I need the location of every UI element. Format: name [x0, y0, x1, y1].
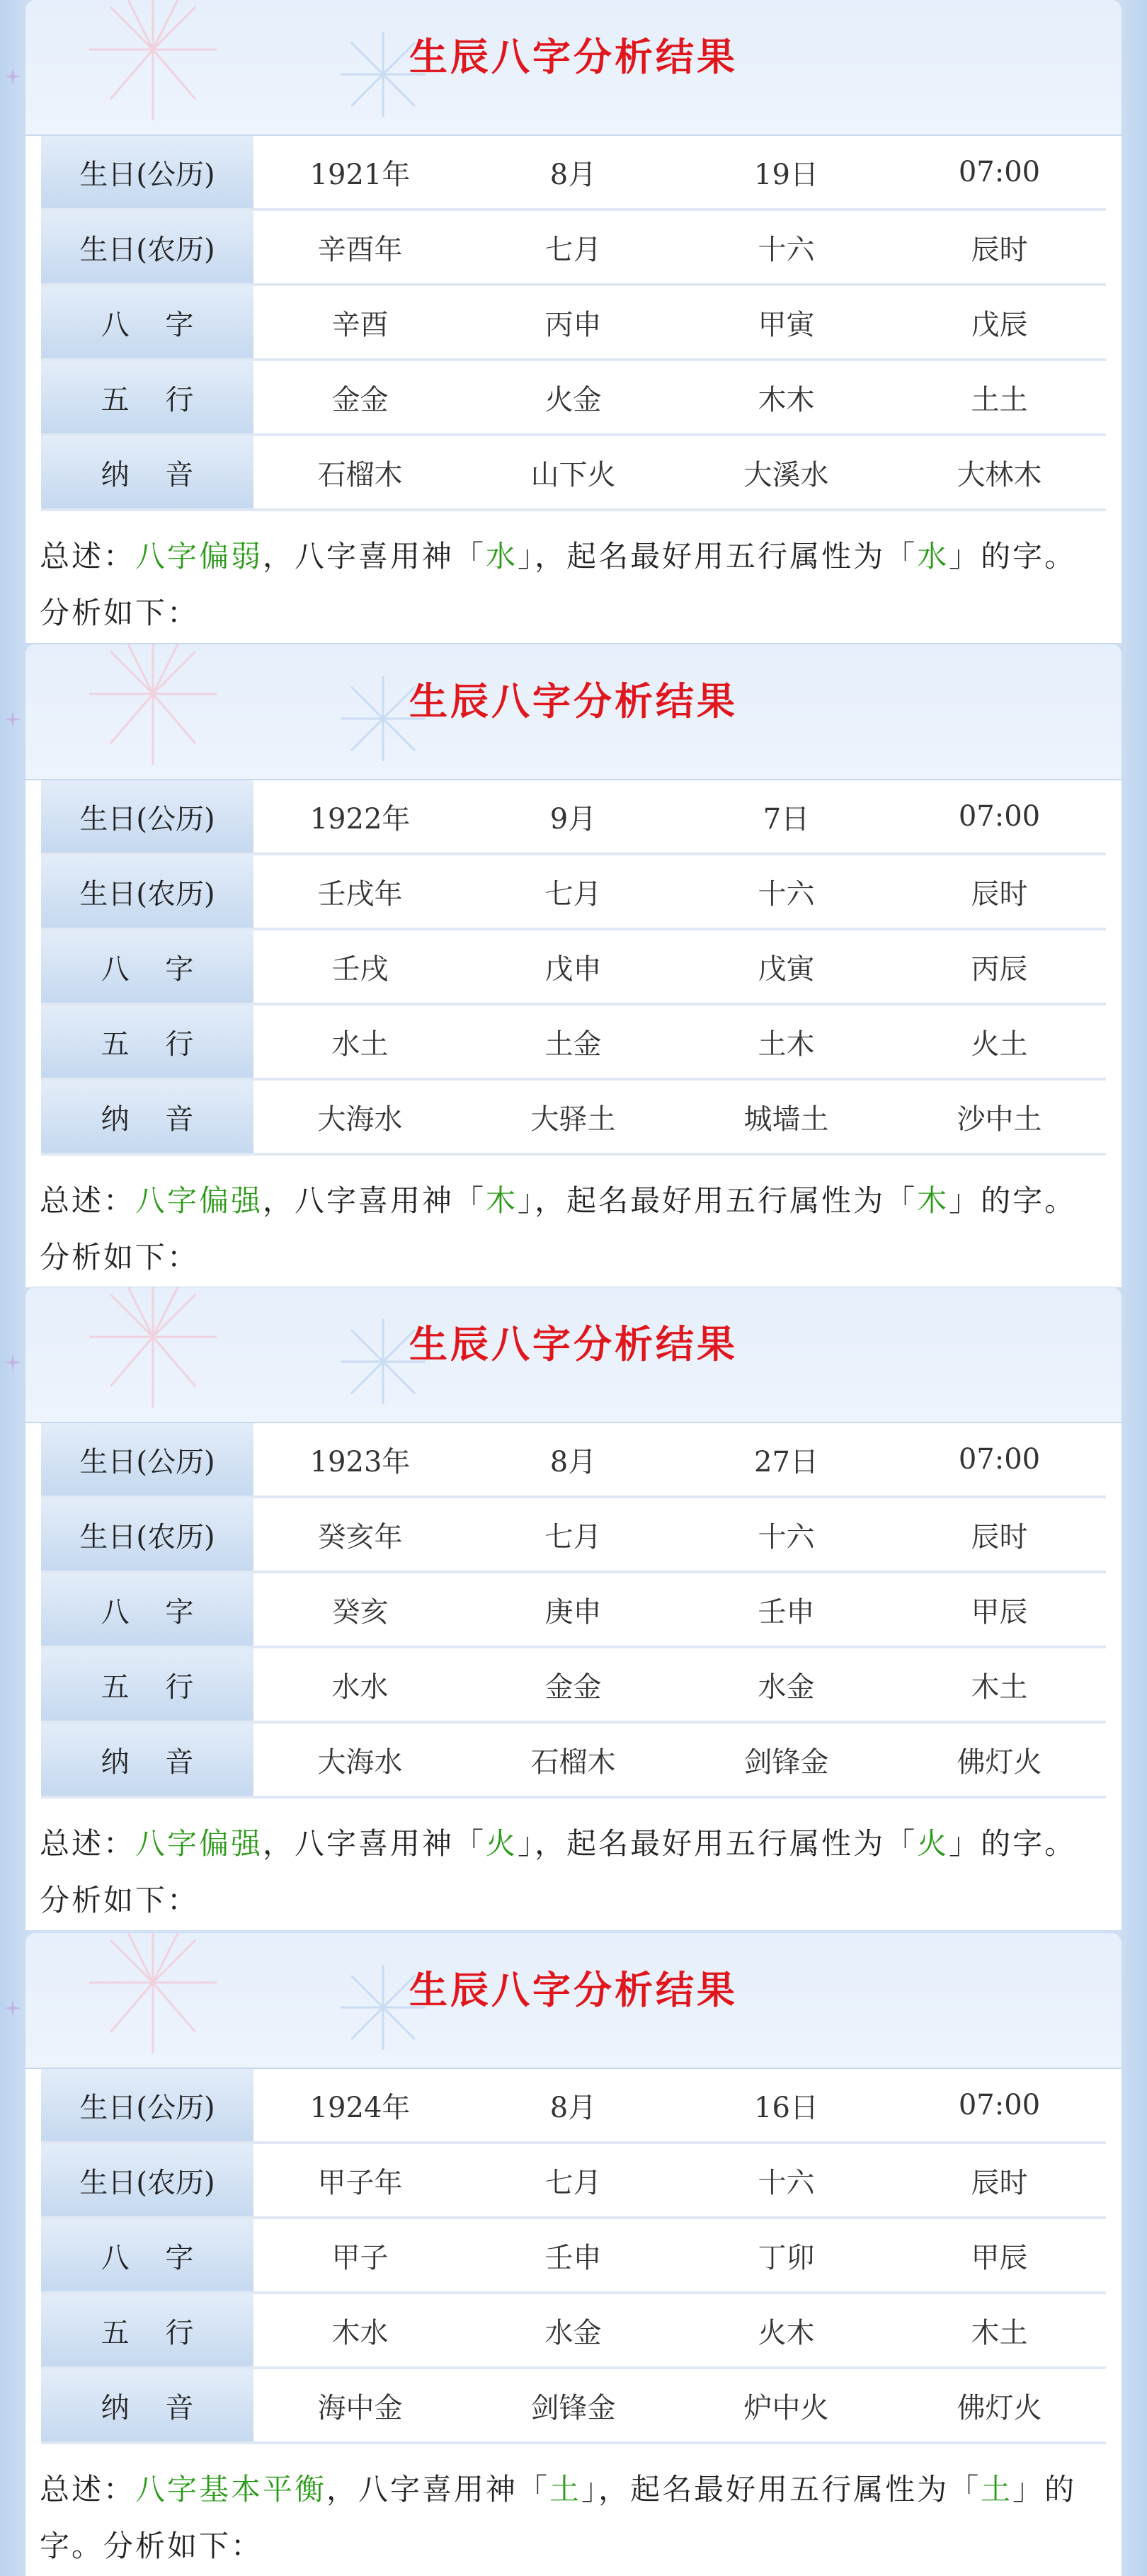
strength-text: 八字偏弱: [135, 539, 263, 574]
table-cell: 辛酉年: [317, 233, 403, 266]
row-label: 五 行: [41, 1005, 253, 1078]
strength-text: 八字偏强: [135, 1183, 263, 1218]
table-cell: 木土: [971, 2316, 1028, 2349]
favorable-element: 土: [549, 2472, 582, 2507]
table-cell: 火木: [758, 2316, 815, 2349]
table-row: [41, 1648, 1106, 1723]
table-cell: 庚申: [544, 1595, 602, 1629]
table-cell: 大林木: [957, 458, 1042, 491]
naming-element: 木: [917, 1183, 949, 1218]
summary-prefix: 总述：: [40, 1183, 136, 1218]
summary-prefix: 总述：: [40, 1826, 136, 1861]
table-cell: 壬申: [758, 1595, 815, 1629]
card-title: 生辰八字分析结果: [409, 34, 738, 79]
summary-text-mid2: 」，起名最好用五行属性为「: [518, 539, 918, 574]
table-cell: 火金: [544, 383, 602, 416]
row-label: 生日(农历): [41, 1498, 253, 1571]
table-cell: 8月: [549, 158, 597, 191]
table-cell: 8月: [549, 2091, 597, 2124]
row-label: 八 字: [41, 286, 253, 358]
table-row: [41, 1005, 1106, 1081]
table-cell: 七月: [544, 2166, 602, 2199]
card-title: 生辰八字分析结果: [409, 1321, 738, 1367]
table-row: [41, 286, 1106, 361]
row-label: 生日(农历): [41, 211, 253, 283]
row-label: 生日(公历): [41, 1423, 253, 1495]
strength-text: 八字偏强: [135, 1826, 263, 1861]
table-cell: 07:00: [958, 1443, 1041, 1476]
table-row: [41, 361, 1106, 436]
result-card: [25, 1287, 1122, 1930]
card-title: 生辰八字分析结果: [409, 1967, 738, 2012]
table-cell: 土土: [971, 383, 1028, 416]
table-cell: 1923年: [309, 1445, 411, 1478]
table-row: [41, 930, 1106, 1005]
row-label: 纳 音: [41, 436, 253, 508]
row-label: 八 字: [41, 930, 253, 1003]
table-cell: 木土: [971, 1670, 1028, 1704]
row-label: 生日(公历): [41, 780, 253, 853]
table-cell: 甲辰: [971, 1595, 1028, 1629]
row-label: 纳 音: [41, 1723, 253, 1796]
table-row: [41, 2369, 1106, 2444]
result-card: [25, 644, 1122, 1287]
table-cell: 壬戌年: [317, 877, 403, 911]
table-cell: 十六: [758, 877, 815, 911]
summary-text-mid2: 」，起名最好用五行属性为「: [518, 1183, 918, 1218]
naming-element: 水: [917, 539, 949, 574]
table-cell: 十六: [758, 2166, 815, 2199]
table-cell: 水水: [331, 1670, 389, 1704]
table-cell: 石榴木: [317, 458, 403, 491]
table-cell: 1921年: [309, 158, 411, 191]
table-row: [41, 136, 1106, 211]
table-cell: 9月: [549, 802, 597, 836]
result-card: [25, 1933, 1122, 2576]
card-header: [25, 1287, 1122, 1423]
sparkle-icon: [4, 711, 21, 728]
table-row: [41, 780, 1106, 855]
summary-suffix: 」的字。分析如下：: [40, 2472, 1077, 2563]
table-cell: 七月: [544, 877, 602, 911]
row-label: 生日(公历): [41, 2069, 253, 2141]
table-cell: 甲寅: [758, 308, 815, 341]
sparkle-icon: [4, 1354, 21, 1371]
table-row: [41, 1081, 1106, 1156]
table-cell: 沙中土: [957, 1102, 1042, 1136]
table-cell: 大海水: [317, 1102, 403, 1136]
table-cell: 戊辰: [971, 308, 1028, 341]
card-header: [25, 644, 1122, 780]
table-cell: 十六: [758, 233, 815, 266]
strength-text: 八字基本平衡: [135, 2472, 327, 2507]
table-cell: 1924年: [309, 2091, 411, 2124]
table-cell: 戊申: [544, 952, 602, 986]
table-cell: 金金: [544, 1670, 602, 1704]
row-label: 生日(农历): [41, 2144, 253, 2216]
naming-element: 火: [917, 1826, 949, 1861]
table-row: [41, 211, 1106, 286]
table-cell: 七月: [544, 1520, 602, 1554]
summary-text-mid1: ，八字喜用神「: [263, 1826, 486, 1861]
summary-text-mid1: ，八字喜用神「: [263, 1183, 486, 1218]
table-cell: 1922年: [309, 802, 411, 836]
table-cell: 戊寅: [758, 952, 815, 986]
card-title: 生辰八字分析结果: [409, 678, 738, 724]
table-cell: 甲子: [331, 2241, 389, 2274]
table-cell: 丁卯: [758, 2241, 815, 2274]
table-row: [41, 436, 1106, 511]
table-row: [41, 2294, 1106, 2369]
table-cell: 壬戌: [331, 952, 389, 986]
summary-text: [25, 511, 1122, 642]
bazi-table: [25, 2069, 1122, 2444]
summary-text: [25, 1799, 1122, 1929]
table-cell: 海中金: [317, 2391, 403, 2424]
table-cell: 炉中火: [743, 2391, 829, 2424]
table-cell: 火土: [971, 1027, 1028, 1061]
table-row: [41, 2144, 1106, 2219]
favorable-element: 木: [486, 1183, 518, 1218]
table-cell: 辛酉: [331, 308, 389, 341]
row-label: 纳 音: [41, 1081, 253, 1153]
table-cell: 辰时: [971, 233, 1028, 266]
row-label: 五 行: [41, 2294, 253, 2366]
row-label: 纳 音: [41, 2369, 253, 2441]
summary-suffix: 」的字。分析如下：: [40, 1183, 1077, 1275]
table-cell: 大驿土: [530, 1102, 616, 1136]
row-label: 生日(公历): [41, 136, 253, 208]
table-cell: 城墙土: [743, 1102, 829, 1136]
naming-element: 土: [981, 2472, 1013, 2507]
summary-suffix: 」的字。分析如下：: [40, 539, 1077, 630]
table-cell: 木木: [758, 383, 815, 416]
summary-prefix: 总述：: [40, 2472, 136, 2507]
summary-suffix: 」的字。分析如下：: [40, 1826, 1077, 1917]
summary-text-mid2: 」，起名最好用五行属性为「: [581, 2472, 981, 2507]
result-card: [25, 0, 1122, 643]
summary-text: [25, 1156, 1122, 1286]
row-label: 八 字: [41, 2219, 253, 2291]
card-header: [25, 1933, 1122, 2069]
sparkle-icon: [4, 68, 21, 85]
table-row: [41, 1498, 1106, 1573]
row-label: 八 字: [41, 1573, 253, 1646]
sparkle-icon: [4, 2000, 21, 2017]
table-cell: 水土: [331, 1027, 389, 1061]
table-cell: 大溪水: [743, 458, 829, 491]
table-cell: 8月: [549, 1445, 597, 1478]
table-cell: 7日: [763, 802, 810, 836]
table-cell: 丙申: [544, 308, 602, 341]
table-row: [41, 2069, 1106, 2144]
row-label: 五 行: [41, 361, 253, 433]
favorable-element: 水: [486, 539, 518, 574]
table-cell: 27日: [754, 1445, 818, 1478]
table-cell: 水金: [758, 1670, 815, 1704]
table-row: [41, 1573, 1106, 1648]
table-cell: 金金: [331, 383, 389, 416]
row-label: 五 行: [41, 1648, 253, 1721]
table-cell: 大海水: [317, 1745, 403, 1779]
table-cell: 木水: [331, 2316, 389, 2349]
row-label: 生日(农历): [41, 855, 253, 928]
table-cell: 19日: [754, 158, 818, 191]
table-cell: 癸亥: [331, 1595, 389, 1629]
table-cell: 土木: [758, 1027, 815, 1061]
table-cell: 七月: [544, 233, 602, 266]
table-cell: 剑锋金: [743, 1745, 829, 1779]
table-cell: 石榴木: [530, 1745, 616, 1779]
table-cell: 水金: [544, 2316, 602, 2349]
bazi-table: [25, 1423, 1122, 1799]
table-cell: 佛灯火: [957, 1745, 1042, 1779]
table-row: [41, 1723, 1106, 1799]
table-cell: 佛灯火: [957, 2391, 1042, 2424]
table-row: [41, 855, 1106, 930]
table-cell: 16日: [754, 2091, 818, 2124]
table-cell: 甲子年: [317, 2166, 403, 2199]
table-cell: 癸亥年: [317, 1520, 403, 1554]
summary-prefix: 总述：: [40, 539, 136, 574]
summary-text-mid1: ，八字喜用神「: [326, 2472, 550, 2507]
table-cell: 辰时: [971, 2166, 1028, 2199]
favorable-element: 火: [486, 1826, 518, 1861]
table-cell: 07:00: [958, 800, 1041, 833]
summary-text-mid2: 」，起名最好用五行属性为「: [518, 1826, 918, 1861]
table-row: [41, 2219, 1106, 2294]
summary-text: [25, 2444, 1122, 2575]
card-header: [25, 0, 1122, 136]
table-cell: 十六: [758, 1520, 815, 1554]
table-row: [41, 1423, 1106, 1498]
table-cell: 土金: [544, 1027, 602, 1061]
table-cell: 壬申: [544, 2241, 602, 2274]
table-cell: 甲辰: [971, 2241, 1028, 2274]
table-cell: 辰时: [971, 877, 1028, 911]
bazi-table: [25, 136, 1122, 511]
table-cell: 山下火: [530, 458, 616, 491]
table-cell: 丙辰: [971, 952, 1028, 986]
table-cell: 剑锋金: [530, 2391, 616, 2424]
table-cell: 07:00: [958, 156, 1041, 188]
table-cell: 07:00: [958, 2089, 1041, 2121]
table-cell: 辰时: [971, 1520, 1028, 1554]
bazi-table: [25, 780, 1122, 1156]
summary-text-mid1: ，八字喜用神「: [263, 539, 486, 574]
